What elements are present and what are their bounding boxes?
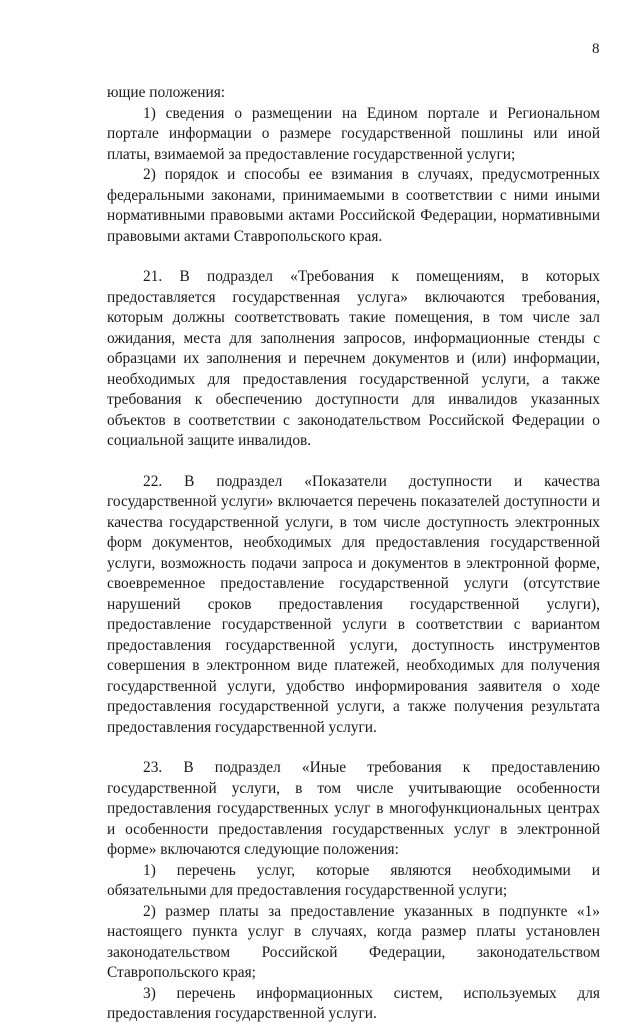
paragraph-22: 22. В подраздел «Показатели доступности и качества государственной услуги» включается перечень показателей доступности и качества государственной услуги, в том числе доступность электронных форм документов, необходимых для предоставления государственной услуги, возможность подачи запроса и документов в электронной форме, своевременное предоставление государственной услуги (отсутствие нарушений сроков предоставления государственной услуги), предоставление государственной услуги в соответствии с вариантом предоставления государственной услуги, доступность инструментов совершения в электронном виде платежей, необходимых для получения государственной услуги, удобство информирования заявителя о ходе предоставления государственной услуги, а также получения результата предоставления государственной услуги. xyxy=(107,472,600,736)
paragraph-23-item-3: 3) перечень информационных систем, используемых для предоставления государственной услуги. xyxy=(107,984,600,1022)
paragraph-item-1: 1) сведения о размещении на Едином портале и Региональном портале информации о размере государственной пошлины или иной платы, взимаемой за предоставление государственной услуги; xyxy=(107,104,600,163)
page-number: 8 xyxy=(592,41,600,57)
paragraph-23-item-2: 2) размер платы за предоставление указанных в подпункте «1» настоящего пункта услуг в случаях, когда размер платы установлен законодательством Российской Федерации, законодательством Ставропольского края; xyxy=(107,902,600,981)
paragraph-23-item-1: 1) перечень услуг, которые являются необходимыми и обязательными для предоставления государственной услуги; xyxy=(107,861,600,899)
document-body xyxy=(107,83,600,1025)
paragraph-item-2: 2) порядок и способы ее взимания в случаях, предусмотренных федеральными законами, принимаемыми в соответствии с ними иными нормативными правовыми актами Российской Федерации, нормативными правовыми актами Ставропольского края. xyxy=(107,166,600,245)
paragraph-21: 21. В подраздел «Требования к помещениям, в которых предоставляется государственная услуга» включаются требования, которым должны соответствовать такие помещения, в том числе зал ожидания, места для заполнения запросов, информационные стенды с образцами их заполнения и перечнем документов и (или) информации, необходимых для предоставления государственной услуги, а также требования к обеспечению доступности для инвалидов указанных объектов в соответствии с законодательством Российской Федерации о социальной защите инвалидов. xyxy=(107,268,600,449)
paragraph-23: 23. В подраздел «Иные требования к предоставлению государственной услуги, в том числе учитывающие особенности предоставления государственных услуг в многофункциональных центрах и особенности предоставления государственных услуг в электронной форме» включаются следующие положения: xyxy=(107,759,600,858)
paragraph-continuation: ющие положения: xyxy=(107,84,226,101)
